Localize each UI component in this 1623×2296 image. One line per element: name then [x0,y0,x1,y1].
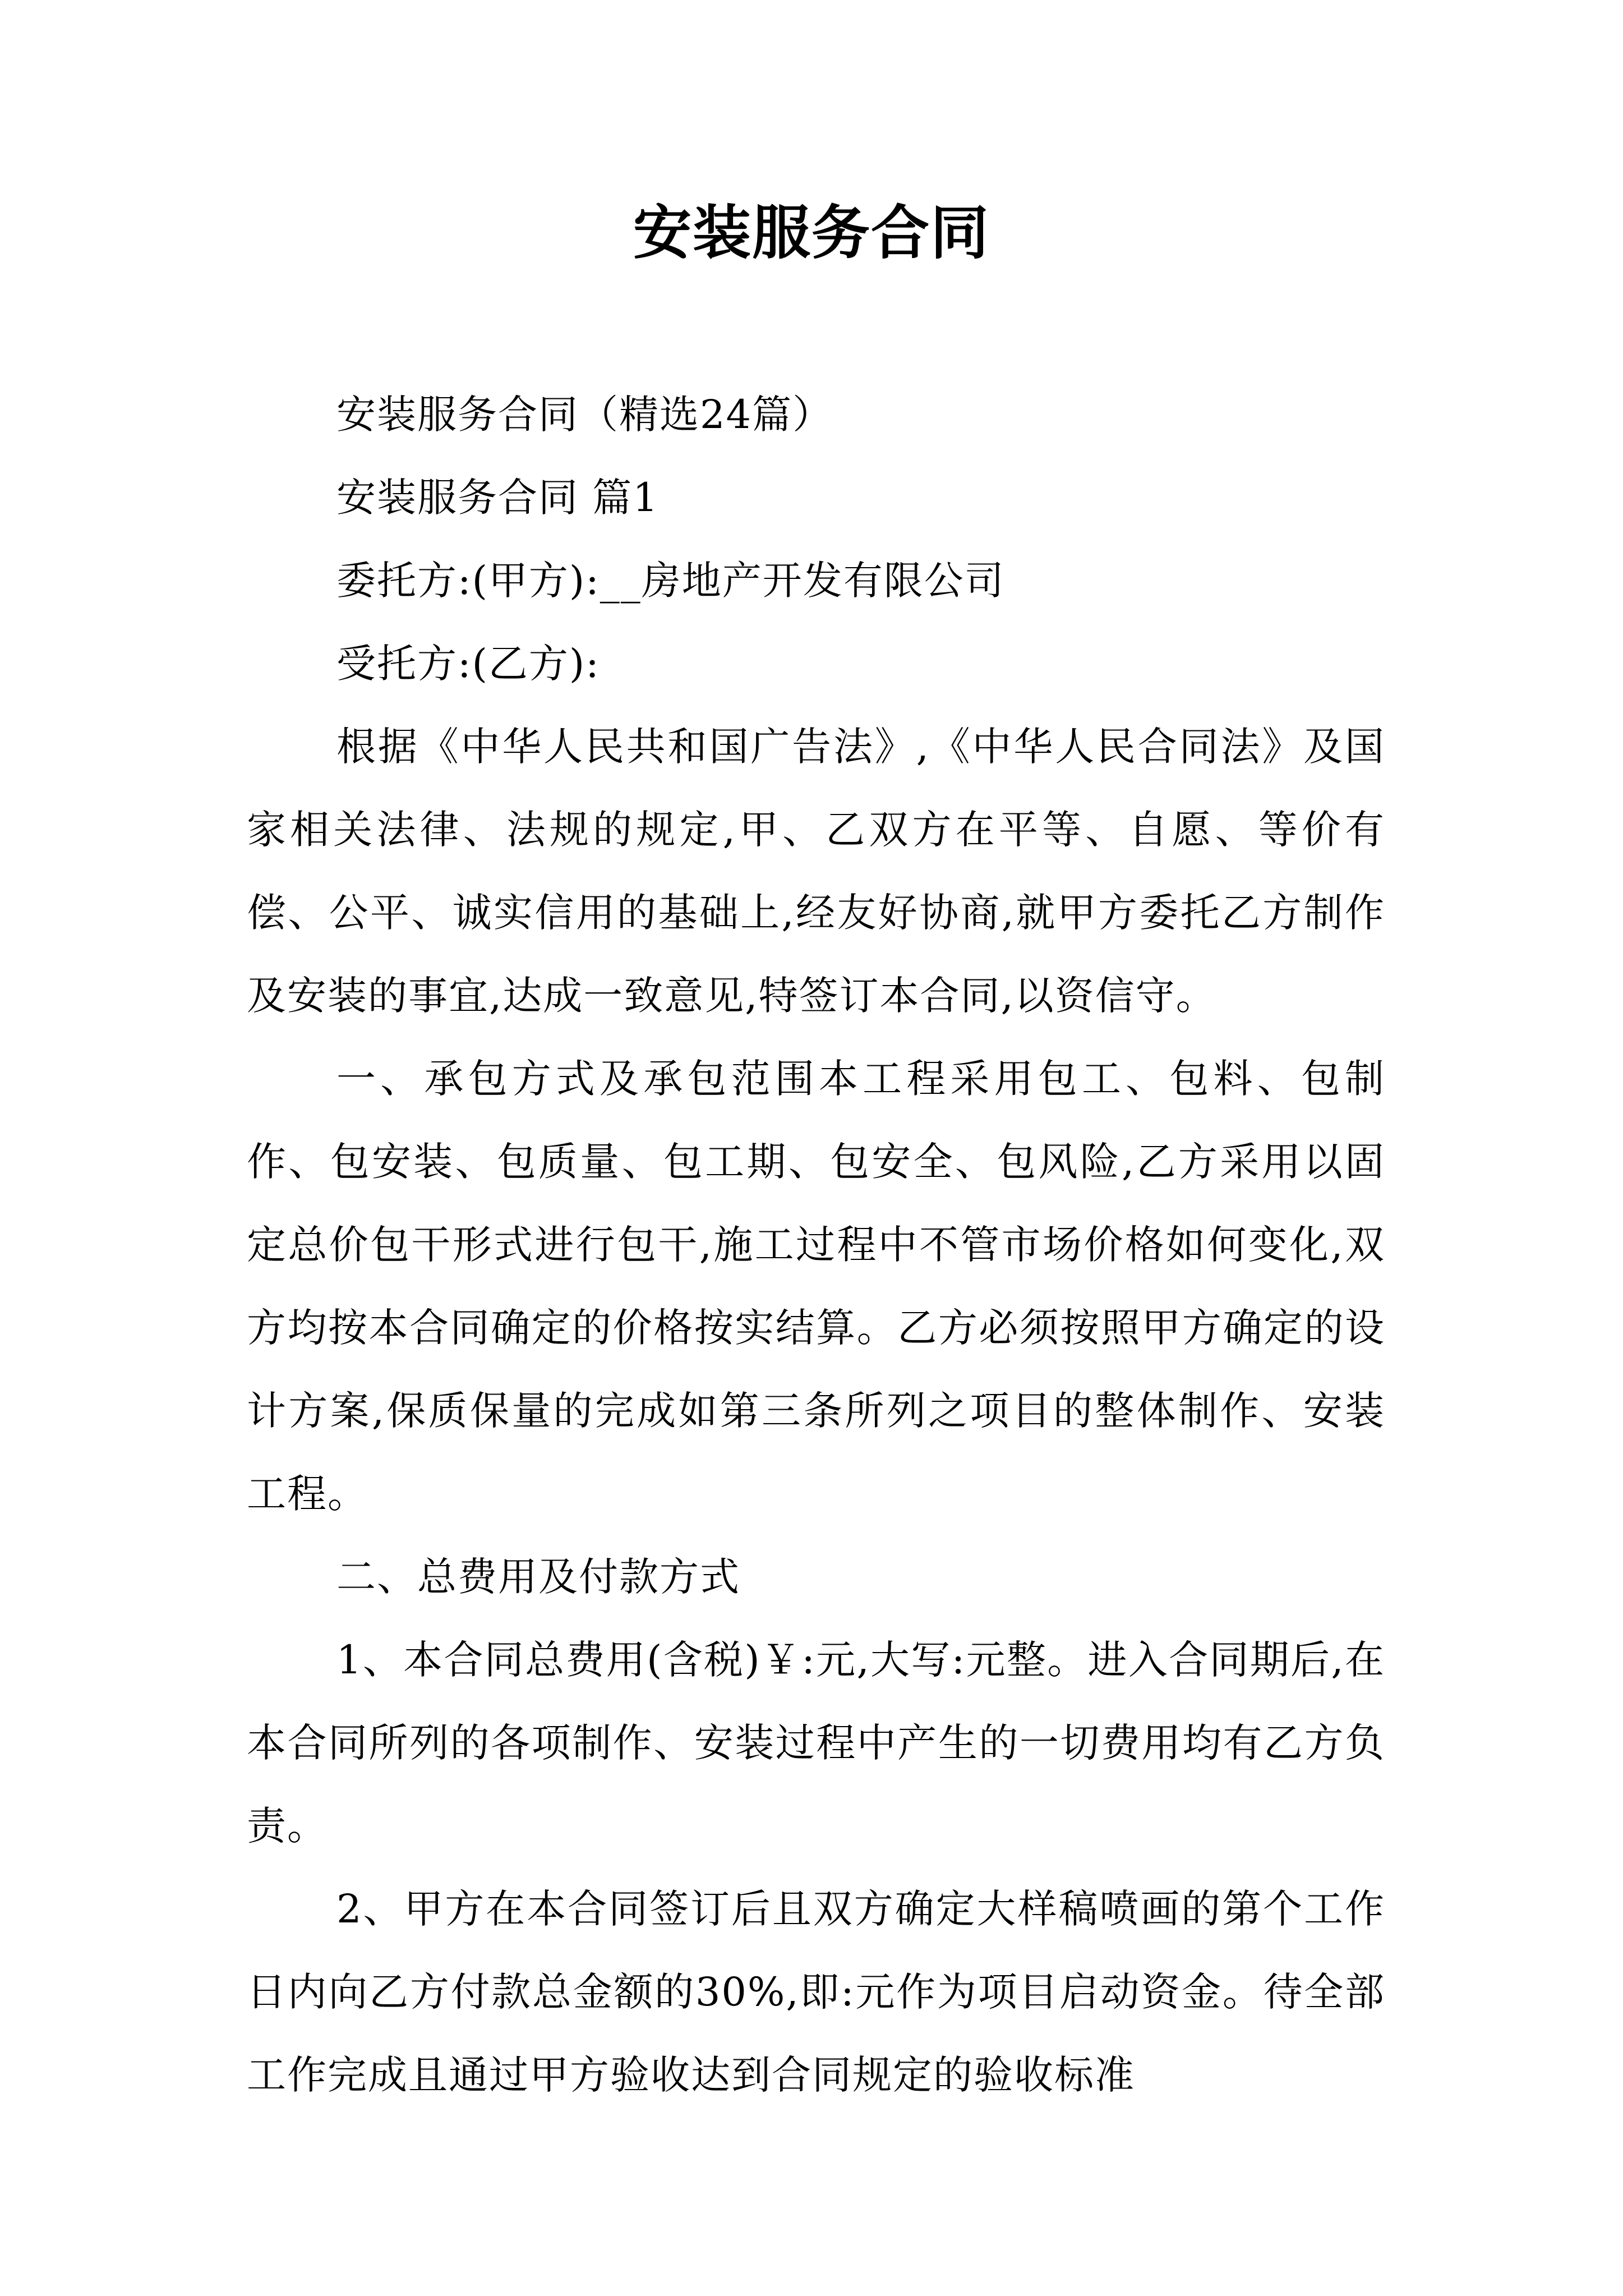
paragraph-subtitle: 安装服务合同（精选24篇） [336,392,833,438]
document-title: 安装服务合同 [633,199,990,267]
paragraph-clause-2-item-1: 1、本合同总费用(含税)￥:元,大写:元整。进入合同期后,在本合同所列的各项制作、安装过程中产生的一切费用均有乙方负责。 [247,1637,1385,1849]
paragraph-section-heading: 安装服务合同 篇1 [336,475,659,521]
paragraph-party-a: 委托方:(甲方):__房地产开发有限公司 [336,558,1005,604]
paragraph-party-b: 受托方:(乙方): [336,641,600,687]
paragraph-clause-2-heading: 二、总费用及付款方式 [336,1554,740,1600]
paragraph-preamble: 根据《中华人民共和国广告法》,《中华人民合同法》及国家相关法律、法规的规定,甲、乙双方在平等、自愿、等价有偿、公平、诚实信用的基础上,经友好协商,就甲方委托乙方制作及安装的事宜,达成一致意见,特签订本合同,以资信守。 [247,724,1385,1019]
paragraph-clause-2-item-2: 2、甲方在本合同签订后且双方确定大样稿喷画的第个工作日内向乙方付款总金额的30%,即:元作为项目启动资金。待全部工作完成且通过甲方验收达到合同规定的验收标准 [247,1886,1385,2098]
document-body [247,373,1385,2116]
paragraph-clause-1: 一、承包方式及承包范围本工程采用包工、包料、包制作、包安装、包质量、包工期、包安全、包风险,乙方采用以固定总价包干形式进行包干,施工过程中不管市场价格如何变化,双方均按本合同确定的价格按实结算。乙方必须按照甲方确定的设计方案,保质保量的完成如第三条所列之项目的整体制作、安装工程。 [247,1056,1385,1517]
